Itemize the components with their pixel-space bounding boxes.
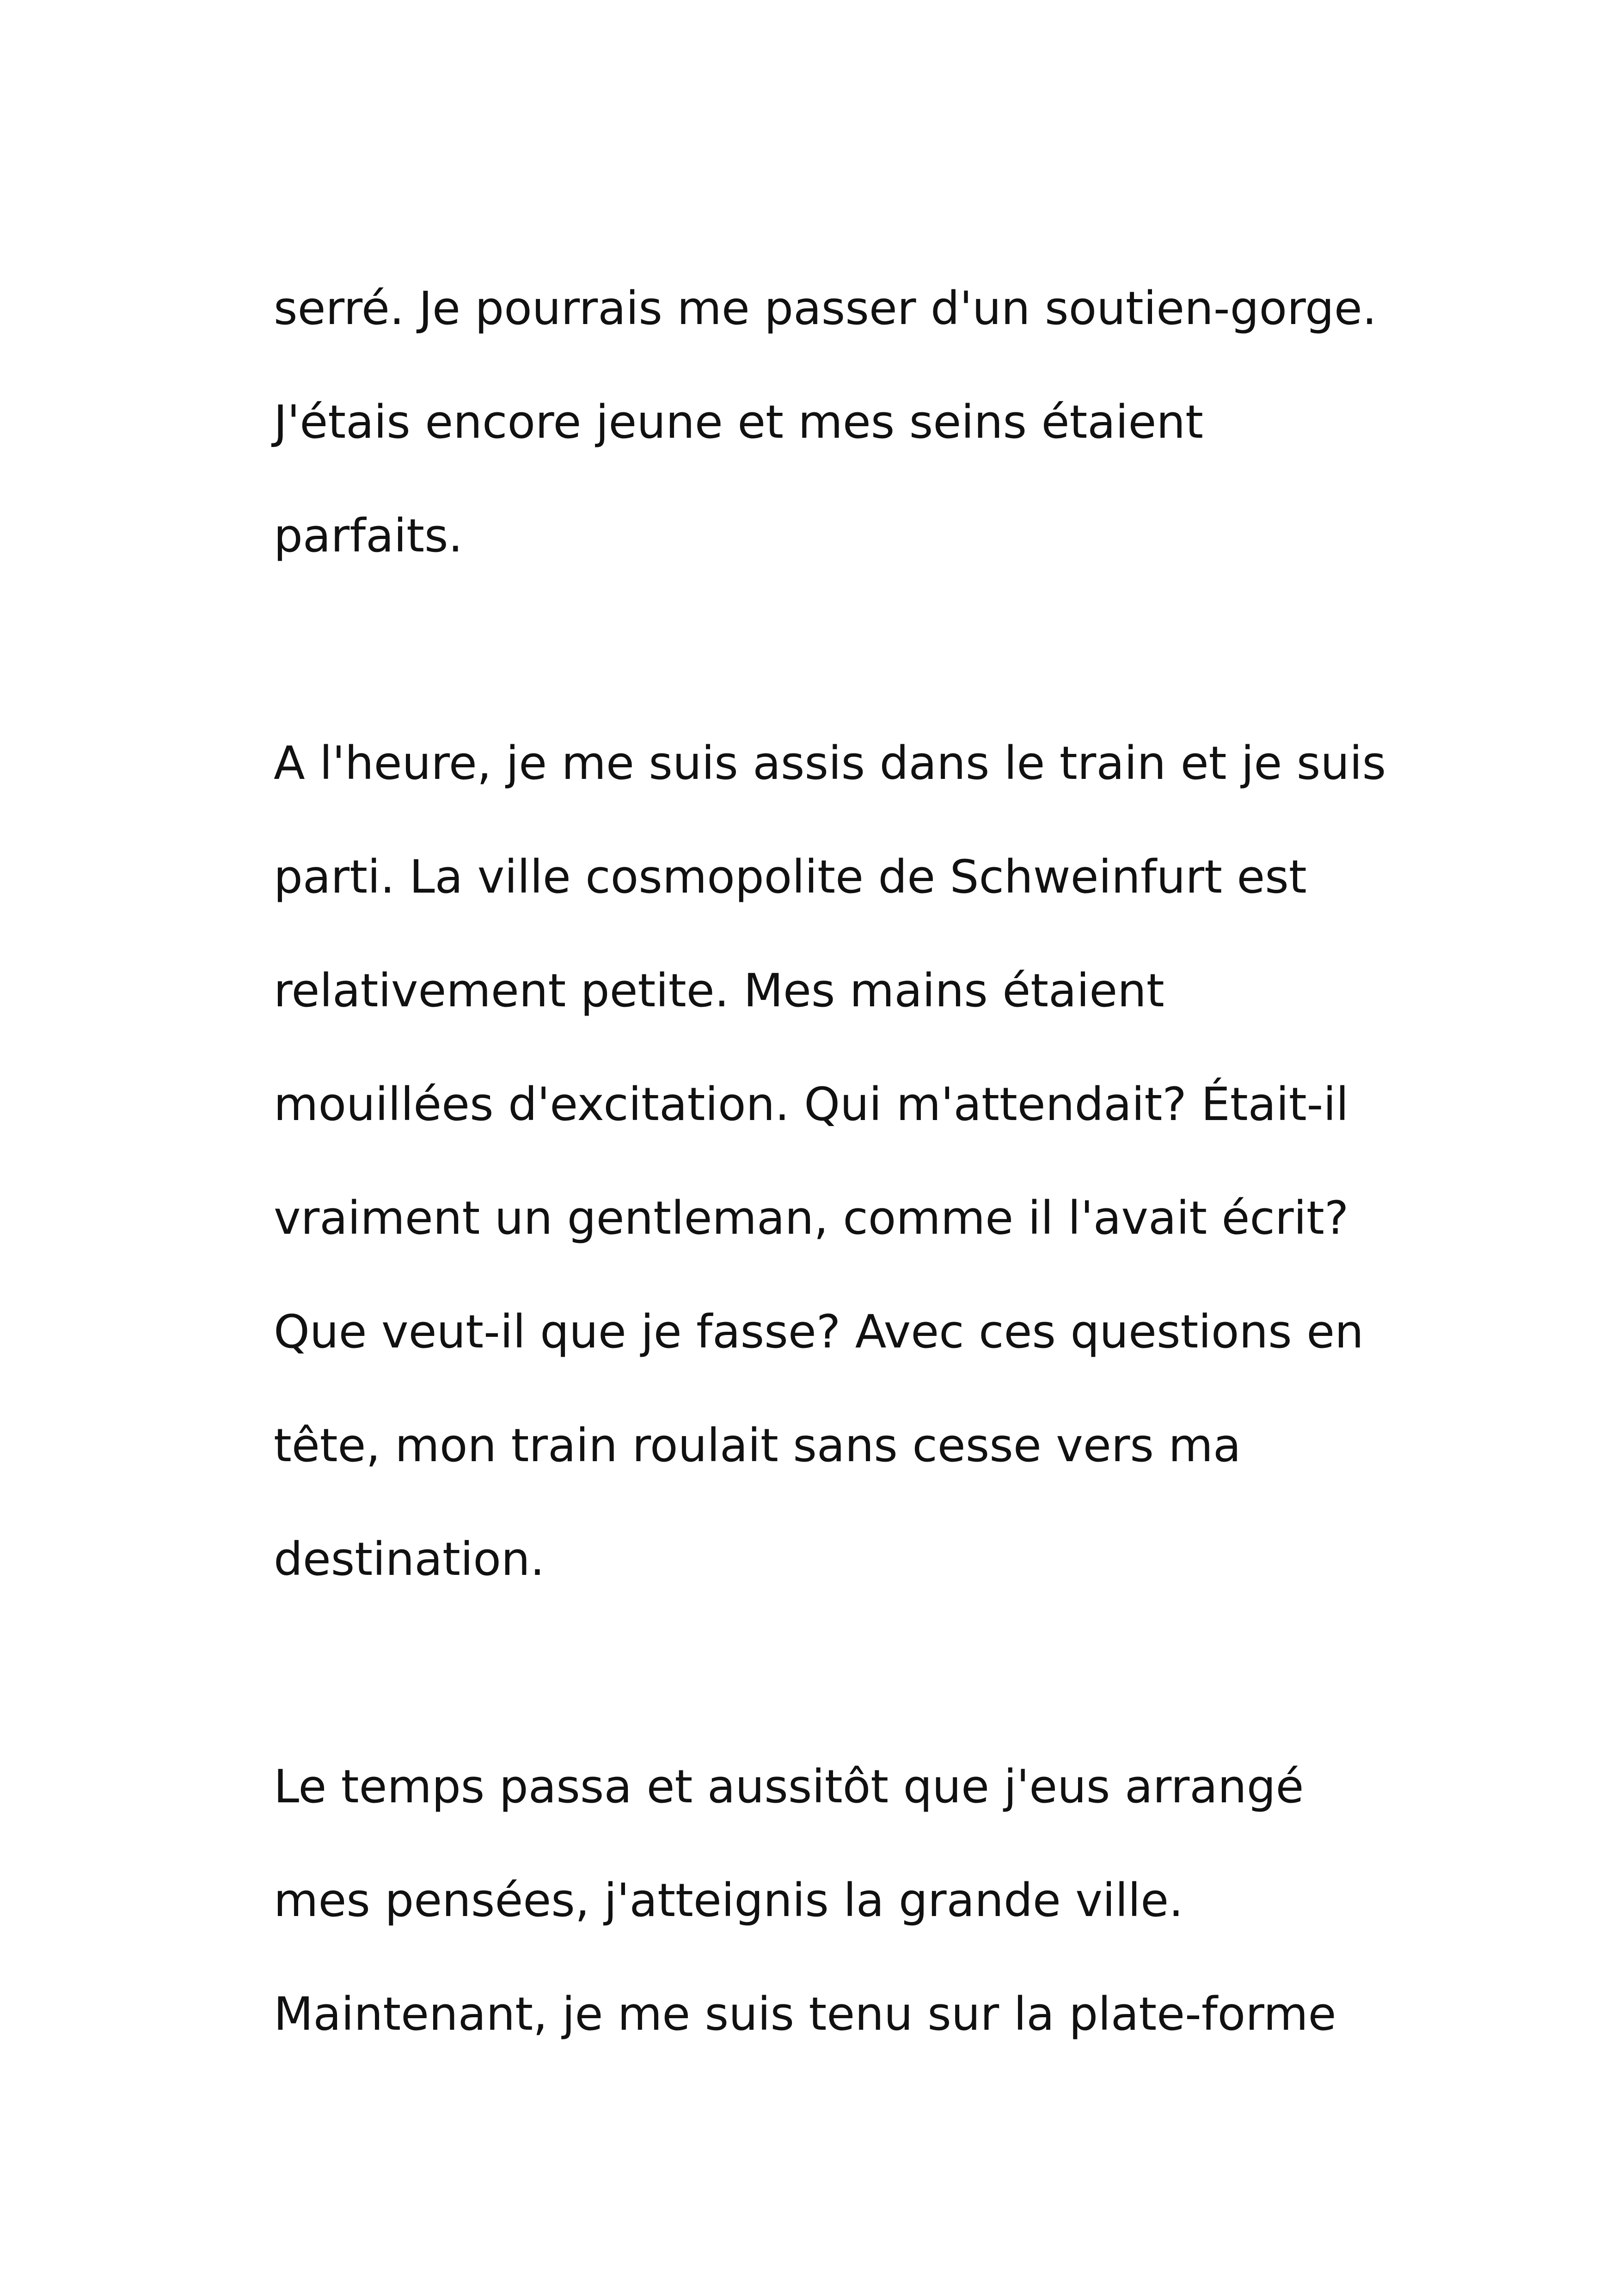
body-text [274, 252, 1386, 2071]
text-line: relativement petite. Mes mains étaient [274, 964, 1164, 1017]
text-line: Maintenant, je me suis tenu sur la plate-forme [274, 1988, 1336, 2041]
text-line: Que veut-il que je fasse? Avec ces questions en [274, 1305, 1364, 1359]
paragraph-spacer [274, 1616, 1383, 1730]
text-line: J'étais encore jeune et mes seins étaient [274, 396, 1203, 449]
paragraph-1 [274, 252, 1383, 593]
text-line: vraiment un gentleman, comme il l'avait écrit? [274, 1192, 1349, 1245]
paragraph-spacer [274, 593, 1383, 707]
paragraph-3 [274, 1730, 1383, 2071]
text-line: parti. La ville cosmopolite de Schweinfurt est [274, 851, 1307, 904]
text-line: mouillées d'excitation. Qui m'attendait? Était-il [274, 1078, 1349, 1131]
paragraph-2 [274, 707, 1386, 1616]
text-line: destination. [274, 1533, 545, 1586]
text-line: Le temps passa et aussitôt que j'eus arrangé [274, 1760, 1304, 1813]
text-line: serré. Je pourrais me passer d'un soutien-gorge. [274, 282, 1377, 335]
text-line: tête, mon train roulait sans cesse vers ma [274, 1419, 1241, 1472]
text-line: A l'heure, je me suis assis dans le train et je suis [274, 737, 1386, 790]
text-line: parfaits. [274, 509, 463, 563]
text-line: mes pensées, j'atteignis la grande ville. [274, 1874, 1183, 1927]
